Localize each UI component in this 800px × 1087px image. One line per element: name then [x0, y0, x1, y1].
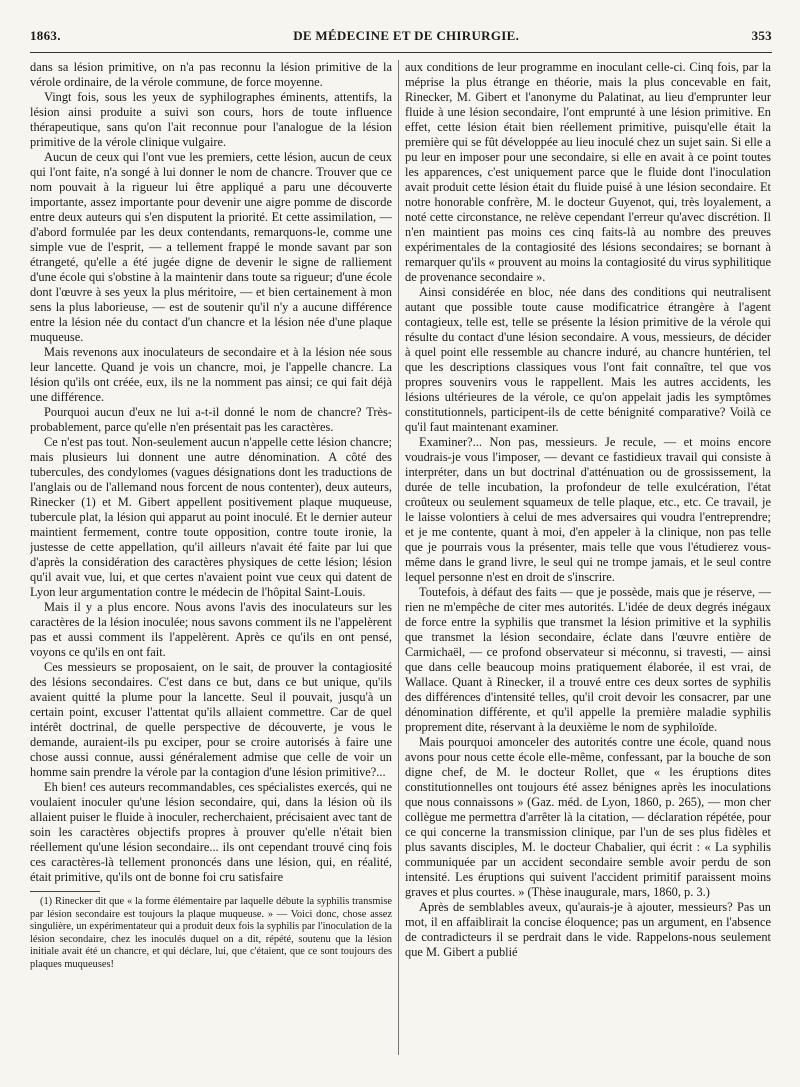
paragraph: Ce n'est pas tout. Non-seulement aucun n'appelle cette lésion chancre; mais plusieurs lui donnent une autre dénomination. A côté des tubercules, des condylomes (vagues désignations dont les traductions de l'anglais ou de l'allemand nous forcent de nous contenter), deux auteurs, Rinecker (1) et M. Gibert appellent positivement plaque muqueuse, tubercule plat, la lésion qui apparut au point inoculé. Et le dernier auteur maintient fermement, contre toute opposition, contre toute ironie, la justesse de cette appellation, qu'il ailleurs n'avait été faite par lui que d'après la considération des caractères physiques de cette lésion; lésion qu'il avait vue, lui, et que certes n'avaient point vue ceux qui datent de Lyon leur argumentation contre le médecin de l'hôpital Saint-Louis. — [30, 435, 392, 599]
paragraph: Mais il y a plus encore. Nous avons l'avis des inoculateurs sur les caractères de la lésion inoculée; nous savons comment ils ne l'appelèrent pas et aussi comment ils l'appelèrent. Après ce qu'ils en ont pensé, voyons ce qu'ils en ont fait. — [30, 600, 392, 659]
running-header — [30, 26, 772, 46]
paragraph: Mais revenons aux inoculateurs de secondaire et à la lésion née sous leur lancette. Quand je vois un chancre, moi, je l'appelle chancre. La lésion qu'ils ont créée, eux, ils ne la nomment pas ainsi; ce qui fait déjà une différence. — [30, 345, 392, 404]
paragraph: dans sa lésion primitive, on n'a pas reconnu la lésion primitive de la vérole ordinaire, de la vérole commune, de force moyenne. — [30, 60, 392, 89]
footnote-divider — [30, 891, 100, 892]
header-title: DE MÉDECINE ET DE CHIRURGIE. — [293, 28, 520, 43]
paragraph: Toutefois, à défaut des faits — que je possède, mais que je réserve, — rien ne m'empêche de citer mes autorités. L'idée de deux degrés inégaux de force entre la syphilis que transmet la lésion primitive et la syphilis que transmet la lésion secondaire, éclate dans l'œuvre entière de Carmichaël, — ce profond observateur si méconnu, si travesti, — ainsi que dans celle beaucoup moins pratiquement élaborée, il est vrai, de Wallace. Quant à Rinecker, il a trouvé entre ces deux sortes de syphilis des différences d'intensité telles, qu'il croit devoir les consacrer, par une dénomination différente, et qu'il appelle la première maladie syphilis proprement dite, réservant à la deuxième le nom de syphiloïde. — [405, 585, 771, 734]
paragraph: Après de semblables aveux, qu'aurais-je à ajouter, messieurs? Pas un mot, il en affaiblirait la concise éloquence; pas un argument, en l'absence de contradicteurs il se perdrait dans le vide. Rappelons-nous seulement que M. Gibert a publié — [405, 900, 771, 959]
page-number: 353 — [751, 28, 772, 43]
left-column — [30, 60, 392, 1055]
paragraph: Ainsi considérée en bloc, née dans des conditions qui neutralisent autant que possible toute cause modificatrice étrangère à l'agent contagieux, telle est, telle se présente la lésion primitive de la vérole qui résulte du contact d'une lésion secondaire. A vous, messieurs, de décider à quel point elle ressemble au chancre induré, au chancre huntérien, tel que les descriptions classiques vous l'ont fait connaître, tel que vos propres souvenirs vous le rappellent. Mais les autres accidents, les lésions ultérieures de la vérole, ce qu'on appelait jadis les symptômes constitutionnels, participent-ils de cette bénignité comparative? Voilà ce qu'il faut maintenant examiner. — [405, 285, 771, 434]
paragraph: Vingt fois, sous les yeux de syphilographes éminents, attentifs, la lésion ainsi produite a suivi son cours, hors de toute influence thérapeutique, sans qu'on l'ait reconnue pour l'analogue de la lésion primitive de la vérole clinique vulgaire. — [30, 90, 392, 149]
paragraph: aux conditions de leur programme en inoculant celle-ci. Cinq fois, par la méprise la plus étrange en théorie, mais la plus concevable en fait, Rinecker, M. Gibert et l'anonyme du Palatinat, au lieu d'emprunter leur fluide à une lésion secondaire, l'ont emprunté à une lésion primitive. En effet, cette lésion était bien réellement primitive, puisqu'elle était la première qui se fût développée au lieu inoculé chez un sujet sain. Si elle a pu leur en imposer pour une secondaire, si elle en avait à ce point toutes les apparences, c'est uniquement parce que le fluide dont l'inoculation avait produit cette lésion était du fluide puisé à une lésion secondaire. Et notre honorable confrère, M. le docteur Guyenot, qui, très loyalement, a noté cette circonstance, ne relève cependant l'erreur qu'avec discrétion. Il n'en maintient pas moins ces cinq faits-là au nombre des preuves expérimentales de la contagiosité des lésions secondaires; se bornant à remarquer qu'ils « prouvent au moins la contagiosité du virus syphilitique de provenance secondaire ». — [405, 60, 771, 284]
paragraph: Mais pourquoi amonceler des autorités contre une école, quand nous avons pour nous cette école elle-même, confessant, par la bouche de son digne chef, de M. le docteur Rollet, que « les éruptions dites constitutionnelles ont toujours été assez bénignes après les inoculations que nous connaissons » (Gaz. méd. de Lyon, 1860, p. 265), — mon cher collègue me permettra d'arrêter là la citation, — déclaration répétée, pour ce qui concerne la transmission clinique, par l'un de ses plus fidèles et plus savants disciples, M. le docteur Chabalier, qui écrit : « La syphilis communiquée par un accident secondaire semble avoir perdu de son intensité. Les éruptions qui suivent l'accident primitif paraissent moins graves et plus courtes. » (Thèse inaugurale, mars, 1860, p. 3.) — [405, 735, 771, 899]
paragraph: Eh bien! ces auteurs recommandables, ces spécialistes exercés, qui ne voulaient inoculer qu'une lésion secondaire, qui, dans la lésion où ils allaient puiser le fluide à inoculer, recherchaient, précisaient avec tant de soin les caractères objectifs propres à prouver qu'elle n'était bien réellement qu'une lésion secondaire... ils ont cependant trouvé cinq fois ces caractères-là tellement prononcés dans une lésion, qui, en réalité, était primitive, qu'ils ont de bonne foi cru satisfaire — [30, 780, 392, 884]
paragraph: Ces messieurs se proposaient, on le sait, de prouver la contagiosité des lésions secondaires. C'est dans ce but, dans ce but unique, qu'ils avaient quitté la plume pour la lancette. Seul il pouvait, jusqu'à un certain point, excuser l'attentat qu'ils allaient commettre. Car de quel intérêt doctrinal, de quelle perspective de découverte, je vous le demande, auraient-ils pu exciper, pour se croire autorisés à faire une chose aussi connue, aussi généralement admise que celle de voir un homme sain prendre la vérole par la contagion d'une lésion primitive?... — [30, 660, 392, 779]
column-divider — [398, 60, 399, 1055]
paragraph: Examiner?... Non pas, messieurs. Je recule, — et moins encore voudrais-je vous l'imposer, — devant ce fastidieux travail qui consiste à interpréter, dans un but doctrinal d'atténuation ou de grossissement, la durée de telle incubation, la profondeur de telle exulcération, l'état croûteux ou seulement squameux de telle plaque, etc., etc. Ce travail, je le laisse volontiers à celui de mes adversaires qui voudra l'entreprendre; et je me contente, quant à moi, d'en appeler à la clinique, non pas telle que je pourrais vous la présenter, mais telle que vous l'étudierez vous-même dans le grand livre, le seul qui ne trompe jamais, et le seul contre lequel personne n'est en droit de s'inscrire. — [405, 435, 771, 584]
right-column — [405, 60, 771, 1055]
header-rule — [30, 52, 772, 53]
header-year: 1863. — [30, 28, 61, 43]
footnote: (1) Rinecker dit que « la forme élémentaire par laquelle débute la syphilis transmise par lésion secondaire est toujours la plaque muqueuse. » — Voici donc, chose assez singulière, un expérimentateur qui a produit deux fois la syphilis par l'inoculation de la lésion secondaire, chez les inoculés duquel on a dit, répété, soutenu que la lésion initiale avait été un chancre, et qui déclare, lui, que c'étaient, que ce sont toujours des plaques muqueuses! — [30, 896, 392, 970]
paragraph: Aucun de ceux qui l'ont vue les premiers, cette lésion, aucun de ceux qui l'ont faite, n'a songé à lui donner le nom de chancre. Trouver que ce nom pouvait à la rigueur lui être appliqué a paru une découverte importante, assez importante pour devenir une aigre pomme de discorde entre deux auteurs qui s'en disputent la priorité. Et cette assimilation, — d'abord formulée par les deux contendants, remarquons-le, comme une simple vue de l'esprit, — a tellement frappé le monde savant par son étrangeté, qu'elle a été jugée digne de devenir le signe de ralliement d'une école qui s'obstine à la maintenir dans toute sa rigueur; d'une école dont l'œuvre à ses yeux la plus méritoire, — et bien certainement à mon sens la plus laborieuse, — est de soutenir qu'il n'y a aucune différence entre la lésion née du contact d'un chancre et la lésion née d'une plaque muqueuse. — [30, 150, 392, 344]
paragraph: Pourquoi aucun d'eux ne lui a-t-il donné le nom de chancre? Très-probablement, parce qu'elle n'en présentait pas les caractères. — [30, 405, 392, 434]
